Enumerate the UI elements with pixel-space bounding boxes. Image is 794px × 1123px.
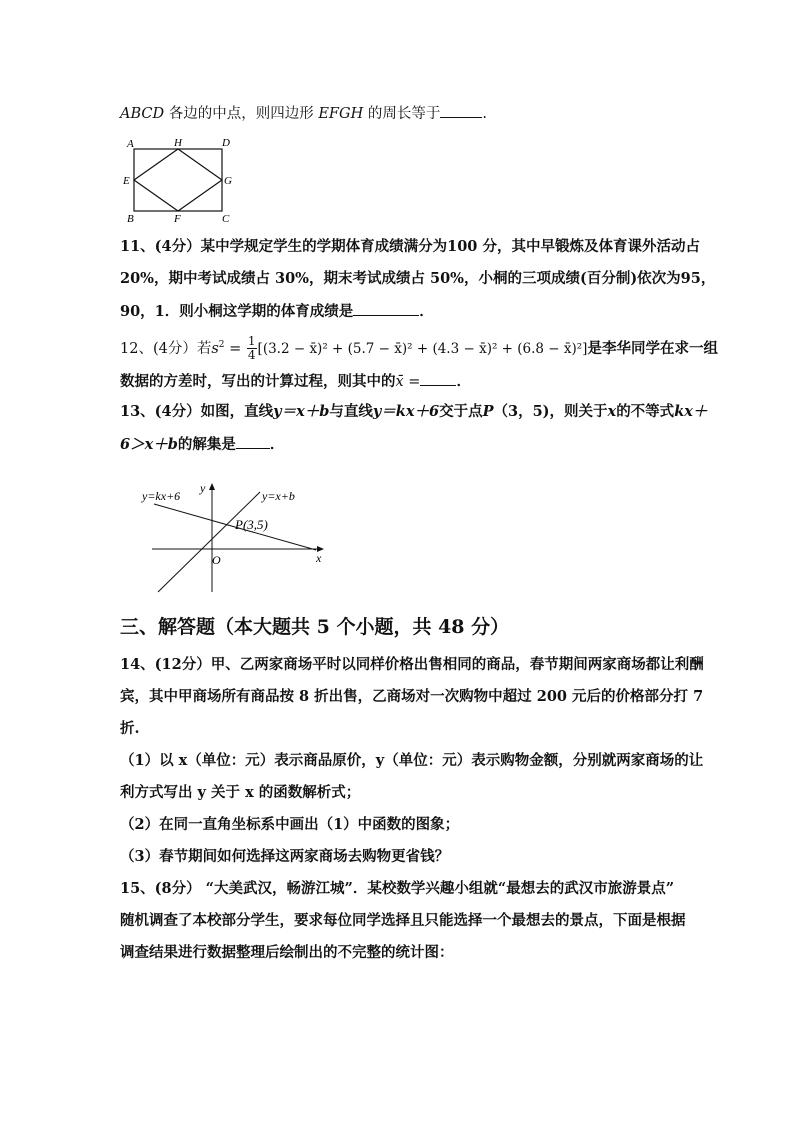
problem-11-line-1: 11、(4分）某中学规定学生的学期体育成绩满分为100 分，其中早锻炼及体育课外活动占 [120,238,700,255]
fraction-denominator: 4 [247,348,256,363]
p12-line-2-text: 数据的方差时，写出的计算过程，则其中的 [120,373,396,390]
p12-suffix: 是李华同学在求一组 [587,339,718,357]
problem-14-line-2: 宾，其中甲商场所有商品按 8 折出售，乙商场对一次购物中超过 200 元后的价格部分打 7 [120,688,704,705]
problem-13-line-1 [120,402,707,422]
fraction-numerator: 1 [247,334,256,349]
problem-14-q1-line-1: （1）以 x（单位：元）表示商品原价，y（单位：元）表示购物金额，分别就两家商场的让 [120,752,704,769]
p10-text-3: . [482,106,487,122]
label-g: G [224,175,232,187]
p13-t1: 13、(4分）如图，直线 [120,403,274,420]
p13-t4: （3，5)，则关于 [493,403,608,420]
p13-point-p: P [482,403,494,420]
y-axis-arrow-icon [209,483,215,490]
line-x-plus-b [158,492,260,592]
label-d: D [222,137,230,149]
problem-14-q1-line-2: 利方式写出 y 关于 x 的函数解析式； [120,784,361,801]
rect-abcd [134,149,222,211]
label-c: C [222,213,230,225]
p10-text-1: 各边的中点，则四边形 [164,106,319,122]
problem-12-line-2 [120,371,471,392]
label-kx-plus-6: y=kx+6 [142,489,181,503]
problem-12-line-1: 12、(4分）若$s^2$ = $\frac{1}{4}$ [(3.2 − x̄)² + (5.7 − x̄)² + (4.3 − x̄)² + (6.8 − x̄)²]是李华同学在求一组 [120,334,718,363]
label-x-plus-b: y=x+b [262,489,295,503]
p12-line-2-end: ． [456,373,471,390]
p13-var-x: x [607,403,617,420]
answer-blank-11 [353,301,419,316]
label-a: A [127,138,134,150]
section-3-heading: 三、解答题（本大题共 5 个小题，共 48 分） [120,616,510,638]
problem-13-line-2 [120,434,284,455]
problem-14-q3: （3）春节期间如何选择这两家商场去购物更省钱？ [120,848,450,865]
label-e: E [123,175,130,187]
label-y-axis: y [200,481,206,495]
p13-t3: 交于点 [439,403,483,420]
p13-t6: 的解集是 [177,436,236,453]
abcd-label: ABCD [120,106,165,122]
problem-14-line-3: 折. [120,720,140,737]
efgh-label: EFGH [318,106,364,122]
label-point-p: P(3,5) [235,517,268,532]
p11-line-3-end: ． [419,303,434,320]
rhombus-efgh [134,149,222,211]
label-f: F [174,213,181,225]
problem-11-line-3 [120,301,434,322]
p13-line-b: y＝x＋b [273,403,330,420]
p13-ineq-2: 6＞x＋b [120,436,178,453]
rectangle-rhombus-figure [118,134,238,226]
answer-blank-13 [236,434,270,449]
p12-prefix: 12、(4分）若 [120,340,212,357]
p12-equals: = [224,340,246,357]
problem-15-line-1: 15、(8分） “大美武汉，畅游江城”．某校数学兴趣小组就“最想去的武汉市旅游景点” [120,880,675,897]
p13-t5: 的不等式 [616,403,675,420]
problem-14-line-1: 14、(12分）甲、乙两家商场平时以同样价格出售相同的商品，春节期间两家商场都让利酬 [120,656,704,673]
problem-15-line-3: 调查结果进行数据整理后绘制出的不完整的统计图： [120,944,454,961]
label-h: H [174,137,182,149]
label-origin: O [212,553,221,567]
label-b: B [127,213,134,225]
variance-formula: [(3.2 − x̄)² + (5.7 − x̄)² + (4.3 − x̄)² + (6.8 − x̄)²] [257,340,588,357]
xbar-symbol: x̄ = [395,374,421,390]
one-quarter-fraction [247,335,257,362]
problem-11-line-2: 20%，期中考试成绩占 30%，期末考试成绩占 50%，小桐的三项成绩(百分制)依次为95， [120,270,716,287]
p13-line-k: y＝kx＋6 [372,403,440,420]
label-x-axis: x [316,551,322,565]
p10-text-2: 的周长等于 [363,106,441,122]
problem-15-line-2: 随机调查了本校部分学生，要求每位同学选择且只能选择一个最想去的景点，下面是根据 [120,912,686,929]
s-symbol: s [211,340,219,357]
problem-14-q2: （2）在同一直角坐标系中画出（1）中函数的图象； [120,816,460,833]
p13-ineq-1: kx＋ [674,403,708,420]
two-lines-coordinate-figure [138,478,338,598]
answer-blank-10 [440,103,482,118]
p11-line-3-text: 90，1．则小桐这学期的体育成绩是 [120,303,354,320]
problem-10-text [120,103,487,124]
answer-blank-12 [420,371,456,386]
p13-t7: ． [269,436,285,453]
p13-t2: 与直线 [329,403,373,420]
